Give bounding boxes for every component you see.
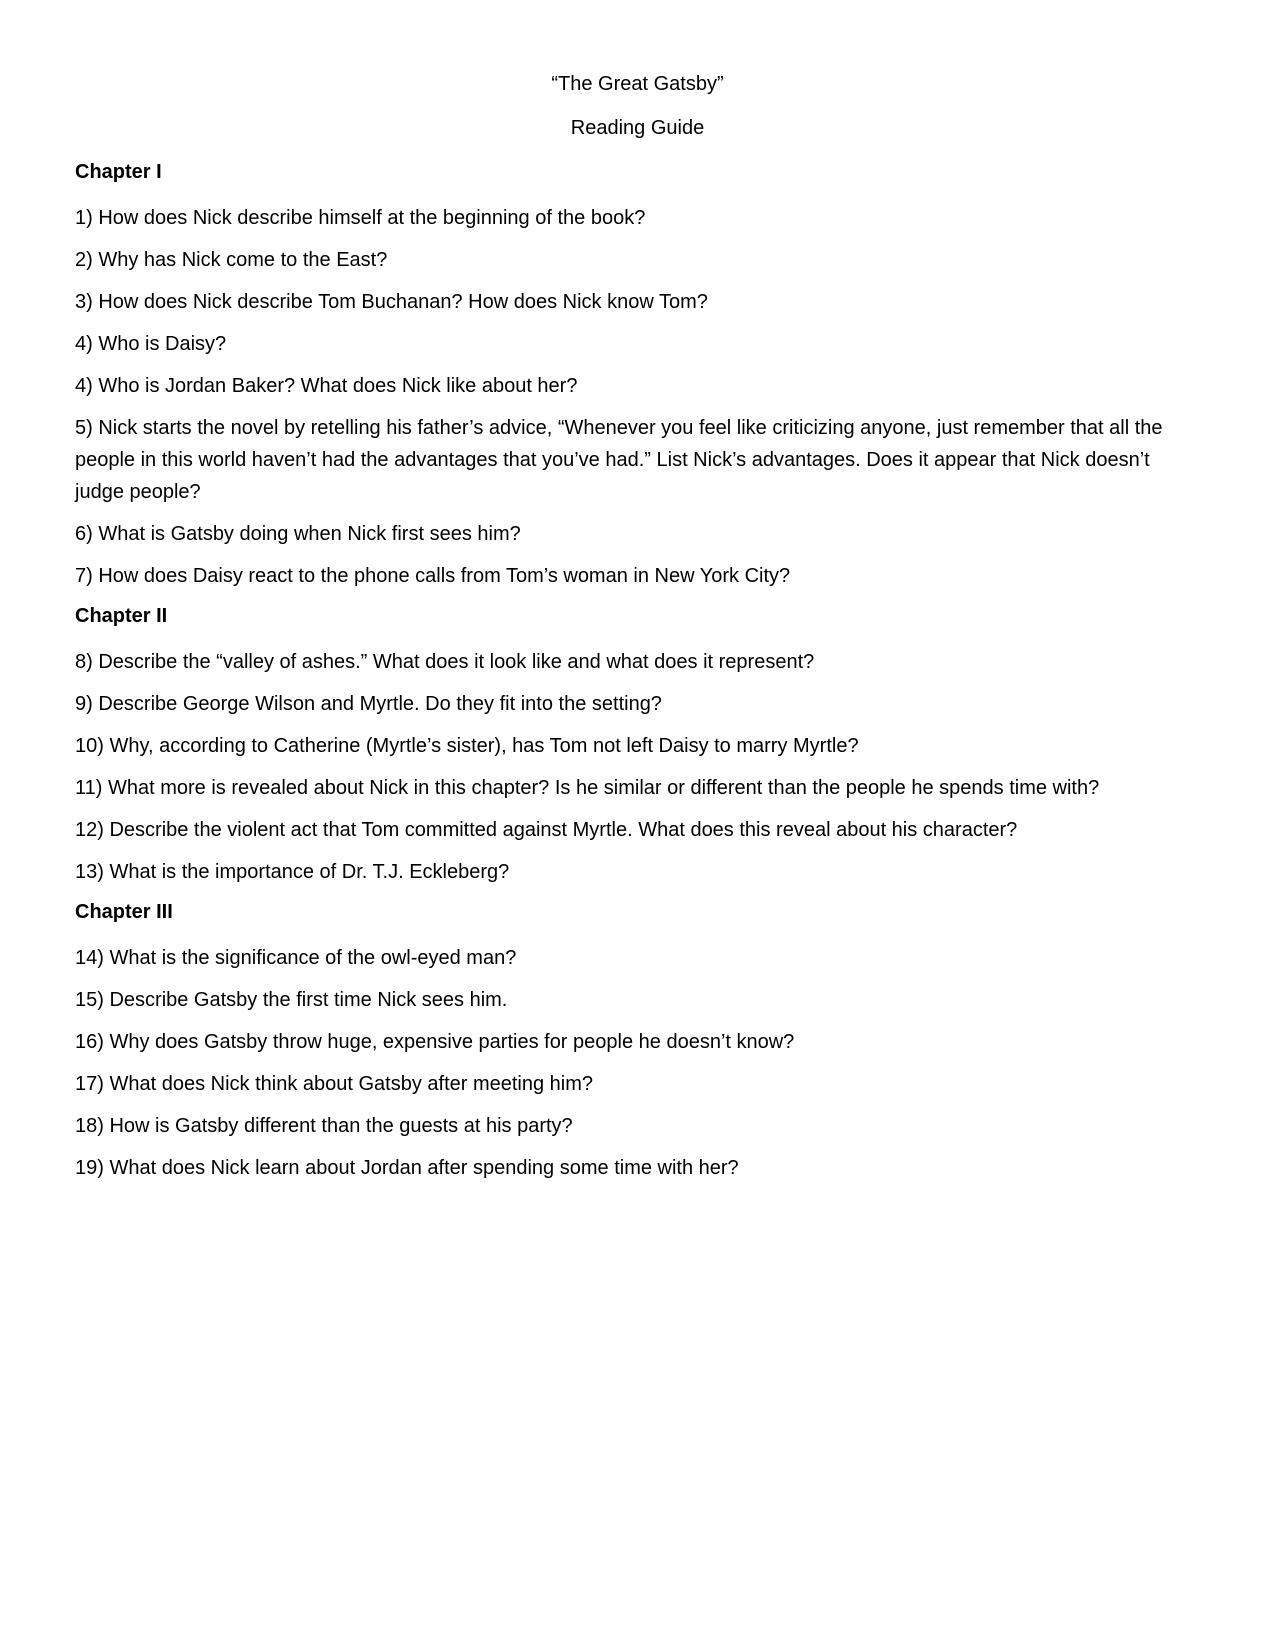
chapter-heading: Chapter I — [75, 161, 162, 183]
question-item: 13) What is the importance of Dr. T.J. Eckleberg? — [75, 861, 510, 883]
question-item: 4) Who is Daisy? — [75, 333, 227, 355]
document-title: “The Great Gatsby” — [551, 73, 724, 95]
question-item: 16) Why does Gatsby throw huge, expensive parties for people he doesn’t know? — [75, 1031, 795, 1053]
question-item: 7) How does Daisy react to the phone calls from Tom’s woman in New York City? — [75, 565, 791, 587]
chapter-section-3 — [75, 898, 1200, 1184]
question-item: 4) Who is Jordan Baker? What does Nick like about her? — [75, 375, 578, 397]
question-item: 19) What does Nick learn about Jordan after spending some time with her? — [75, 1157, 739, 1179]
question-item: 2) Why has Nick come to the East? — [75, 249, 388, 271]
question-item: 6) What is Gatsby doing when Nick first sees him? — [75, 523, 521, 545]
question-item: 11) What more is revealed about Nick in this chapter? Is he similar or different than the people he spends time with? — [75, 777, 1100, 799]
chapter-section-1 — [75, 158, 1200, 592]
question-item: 15) Describe Gatsby the first time Nick sees him. — [75, 989, 508, 1011]
question-item: 10) Why, according to Catherine (Myrtle’s sister), has Tom not left Daisy to marry Myrtle? — [75, 735, 859, 757]
chapter-heading: Chapter II — [75, 605, 168, 627]
chapter-section-2 — [75, 602, 1200, 888]
question-item: 8) Describe the “valley of ashes.” What does it look like and what does it represent? — [75, 651, 815, 673]
question-item: 9) Describe George Wilson and Myrtle. Do they fit into the setting? — [75, 693, 662, 715]
question-item: 14) What is the significance of the owl-eyed man? — [75, 947, 517, 969]
title-block — [75, 70, 1200, 142]
question-item: 3) How does Nick describe Tom Buchanan? How does Nick know Tom? — [75, 291, 708, 313]
question-item: 12) Describe the violent act that Tom committed against Myrtle. What does this reveal about his character? — [75, 819, 1018, 841]
question-item: 18) How is Gatsby different than the guests at his party? — [75, 1115, 573, 1137]
document-subtitle: Reading Guide — [570, 117, 705, 139]
question-item: 1) How does Nick describe himself at the beginning of the book? — [75, 207, 646, 229]
question-item: 5) Nick starts the novel by retelling his father’s advice, “Whenever you feel like criticizing anyone, just remember that all the people in this world haven’t had the advantages that you’ve had.” List Nick’s advantages. Does it appear that Nick doesn’t judge people? — [75, 417, 1163, 503]
chapter-heading: Chapter III — [75, 901, 173, 923]
question-item: 17) What does Nick think about Gatsby after meeting him? — [75, 1073, 594, 1095]
